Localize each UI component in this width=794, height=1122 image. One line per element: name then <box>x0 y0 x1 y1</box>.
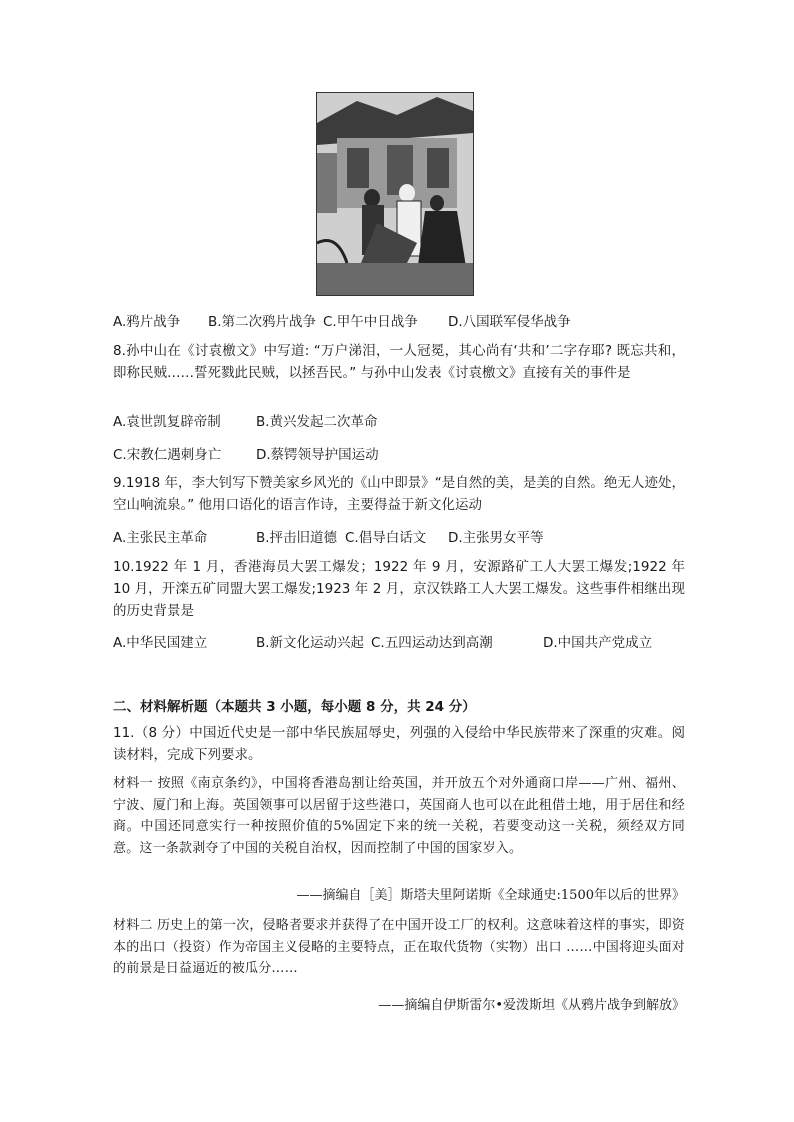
q9-option-b: B.抨击旧道德 <box>256 530 338 546</box>
q9-option-a: A.主张民主革命 <box>113 530 208 546</box>
q9-option-c: C.倡导白话文 <box>345 530 427 546</box>
q10-option-c: C.五四运动达到高潮 <box>371 635 493 651</box>
q7-option-d: D.八国联军侵华战争 <box>448 314 571 330</box>
q10-option-a: A.中华民国建立 <box>113 635 208 651</box>
q11-stem: 11.（8 分）中国近代史是一部中华民族屈辱史，列强的入侵给中华民族带来了深重的灾难。阅读材料，完成下列要求。 <box>113 725 685 763</box>
source-one: ——摘编自［美］斯塔夫里阿诺斯《全球通史:1500年以后的世界》 <box>296 888 685 903</box>
q9-option-d: D.主张男女平等 <box>448 530 544 546</box>
q10-stem: 10.1922 年 1 月，香港海员大罢工爆发；1922 年 9 月，安源路矿工人大罢工爆发;1922 年 10 月，开滦五矿同盟大罢工爆发;1923 年 2 月，京汉铁路工人大罢工爆发。这些事件相继出现的历史背景是 <box>113 559 685 619</box>
q7-option-a: A.鸦片战争 <box>113 314 181 330</box>
material-two: 材料二 历史上的第一次，侵略者要求并获得了在中国开设工厂的权利。这意味着这样的事实，即资本的出口（投资）作为帝国主义侵略的主要特点，正在取代货物（实物）出口 ……中国将迎头面对的前景是日益逼近的被瓜分…… <box>113 918 685 976</box>
q10-option-d: D.中国共产党成立 <box>543 635 653 651</box>
q8-option-d: D.蔡锷领导护国运动 <box>256 447 379 463</box>
q7-option-b: B.第二次鸦片战争 <box>208 314 317 330</box>
source-two: ——摘编自伊斯雷尔•爱泼斯坦《从鸦片战争到解放》 <box>378 998 685 1013</box>
material-one: 材料一 按照《南京条约》，中国将香港岛割让给英国，并开放五个对外通商口岸——广州、福州、宁波、厦门和上海。英国领事可以居留于这些港口，英国商人也可以在此租借土地，用于居住和经商。中国还同意实行一种按照价值的5%固定下来的统一关税，若要变动这一关税，须经双方同意。这一条款剥夺了中国的关税自治权，因而控制了中国的国家岁入。 <box>113 776 685 856</box>
historical-illustration <box>316 92 474 296</box>
illustration-icon <box>317 93 473 295</box>
q9-stem: 9.1918 年，李大钊写下赞美家乡风光的《山中即景》“是自然的美，是美的自然。绝无人迹处，空山响流泉。” 他用口语化的语言作诗，主要得益于新文化运动 <box>113 475 685 513</box>
q8-option-b: B.黄兴发起二次革命 <box>256 414 378 430</box>
q8-stem: 8.孙中山在《讨袁檄文》中写道: “万户涕泪，一人冠冕，其心尚有‘共和’二字存耶? 既忘共和，即称民贼……誓死戮此民贼，以拯吾民。” 与孙中山发表《讨袁檄文》直接有关的事件是 <box>113 343 685 381</box>
q7-option-c: C.甲午中日战争 <box>323 314 418 330</box>
q8-option-a: A.袁世凯复辟帝制 <box>113 414 221 430</box>
q10-option-b: B.新文化运动兴起 <box>256 635 365 651</box>
section-title: 二、材料解析题（本题共 3 小题，每小题 8 分，共 24 分） <box>113 699 476 715</box>
q8-option-c: C.宋教仁遇刺身亡 <box>113 447 222 463</box>
